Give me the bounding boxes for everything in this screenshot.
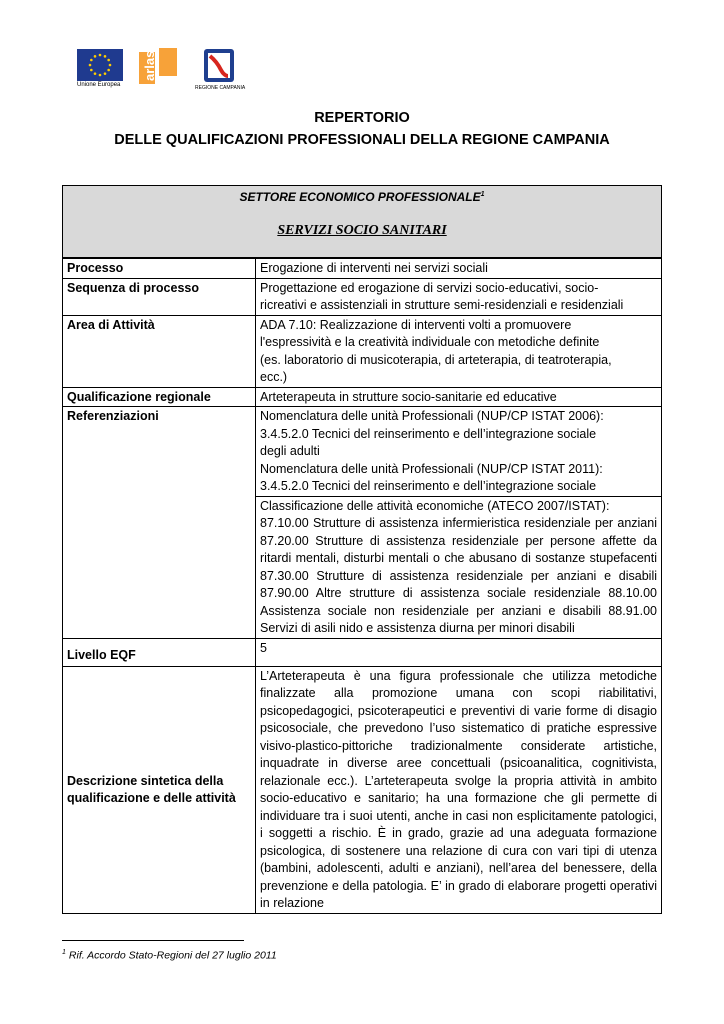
svg-text:arlas: arlas: [142, 50, 157, 81]
eu-star-icon: [94, 55, 97, 58]
qualification-table: [62, 185, 662, 914]
row-label: Area di Attività: [63, 316, 256, 387]
row-area-attivita: [63, 315, 661, 387]
sector-value: SERVIZI SOCIO SANITARI: [277, 223, 447, 238]
eu-star-icon: [89, 64, 92, 67]
regione-campania-logo: [195, 48, 246, 92]
page-subtitle: DELLE QUALIFICAZIONI PROFESSIONALI DELLA REGIONE CAMPANIA: [114, 132, 610, 148]
row-label: Processo: [63, 259, 256, 278]
regione-campania-caption: REGIONE CAMPANIA: [195, 85, 246, 91]
eu-star-icon: [107, 59, 110, 62]
sector-label: SETTORE ECONOMICO PROFESSIONALE$^1$: [239, 190, 485, 204]
row-label: Livello EQF: [63, 639, 256, 666]
row-value: Erogazione di interventi nei servizi sociali: [260, 261, 488, 275]
row-label: Sequenza di processo: [63, 279, 256, 315]
row-label: Referenziazioni: [63, 407, 256, 638]
row-livello-eqf: [63, 638, 661, 666]
footnote-ref: 1: [480, 191, 485, 198]
eu-star-icon: [104, 72, 107, 75]
row-descrizione: [63, 666, 661, 913]
eu-star-icon: [107, 69, 110, 72]
eu-star-icon: [90, 69, 93, 72]
row-value: Progettazione ed erogazione di servizi socio-educativi, socio- ricreativi e assistenziali in strutture semi-residenziali e residenziali: [260, 280, 624, 312]
row-label: Descrizione sintetica della qualificazione e delle attività: [63, 667, 256, 913]
arlas-logo: [137, 46, 183, 86]
eu-logo: [77, 49, 123, 88]
footnote: $^1$ Rif. Accordo Stato-Regioni del 27 luglio 2011: [62, 949, 277, 962]
row-processo: [63, 258, 661, 278]
row-sequenza: [63, 278, 661, 315]
nup-block: Nomenclatura delle unità Professionali (NUP/CP ISTAT 2006): 3.4.5.2.0 Tecnici del reinserimento e dell’integrazione sociale degli adulti Nomenclatura delle unità Professionali (NUP/CP ISTAT 2011): 3.4.5.2.0 Tecnici del reinserimento e dell’integrazione sociale: [260, 409, 604, 493]
row-referenziazioni: [63, 406, 661, 638]
row-qualificazione: [63, 387, 661, 407]
row-value: ADA 7.10: Realizzazione di interventi volti a promuovere l'espressività e la creatività individuale con metodiche definite (es. laboratorio di musicoterapia, di arteterapia, di teatroterapia, ecc.): [260, 317, 612, 384]
row-value: 5: [260, 640, 267, 655]
page-title: REPERTORIO: [314, 110, 410, 126]
row-value: L’Arteterapeuta è una figura professionale che utilizza metodiche finalizzate alla promozione umana con scopi riabilitativi, psicopedagogici, psicoterapeutici e preventivi di varie forme di disagio psicosociale, che prevedono l’uso sistematico di pratiche espressive visivo-plastico-pittoriche tradizionalmente considerate artistiche, inquadrate in diverse aree concettuali (psicoanalitica, cognitivista, relazionale ecc.). L’arteterapeuta svolge la propria attività in ambito socio-educativo e sanitario; ha una formazione che gli permette di individuare tra i suoi utenti, anche in casi non esplicitamente patologici, i soggetti a rischio. È in grado, grazie ad una adeguata formazione psicologica, di sostenere una relazione di cura con vari tipi di utenza (bambini, adolescenti, adulti e anziani), nell’area del benessere, della prevenzione e della patologia. E’ in grado di elaborare progetti operativi in relazione: [260, 668, 657, 910]
eu-caption: Unione Europea: [77, 82, 121, 88]
eu-star-icon: [109, 64, 112, 67]
sector-header: [63, 186, 661, 258]
row-value: [256, 407, 661, 638]
eu-star-icon: [99, 74, 102, 77]
row-label: Qualificazione regionale: [63, 388, 256, 407]
eu-flag-icon: [77, 49, 123, 81]
eu-star-icon: [104, 55, 107, 58]
eu-star-icon: [99, 54, 102, 57]
footnote-separator: [62, 940, 244, 941]
eu-star-icon: [94, 72, 97, 75]
eu-star-icon: [90, 59, 93, 62]
ateco-block: Classificazione delle attività economiche (ATECO 2007/ISTAT): 87.10.00 Strutture di assistenza infermieristica residenziale per anziani 87.20.00 Strutture di assistenza residenziale per persone affette da ritardi mentali, disturbi mentali o che abusano di sostanze stupefacenti 87.30.00 Strutture di assistenza residenziale per anziani e disabili 87.90.00 Altre strutture di assistenza sociale residenziale 88.10.00 Assistenza sociale non residenziale per anziani e disabili 88.91.00 Servizi di asili nido e assistenza diurna per minori disabili: [256, 496, 661, 638]
row-value: Arteterapeuta in strutture socio-sanitarie ed educative: [260, 389, 557, 404]
